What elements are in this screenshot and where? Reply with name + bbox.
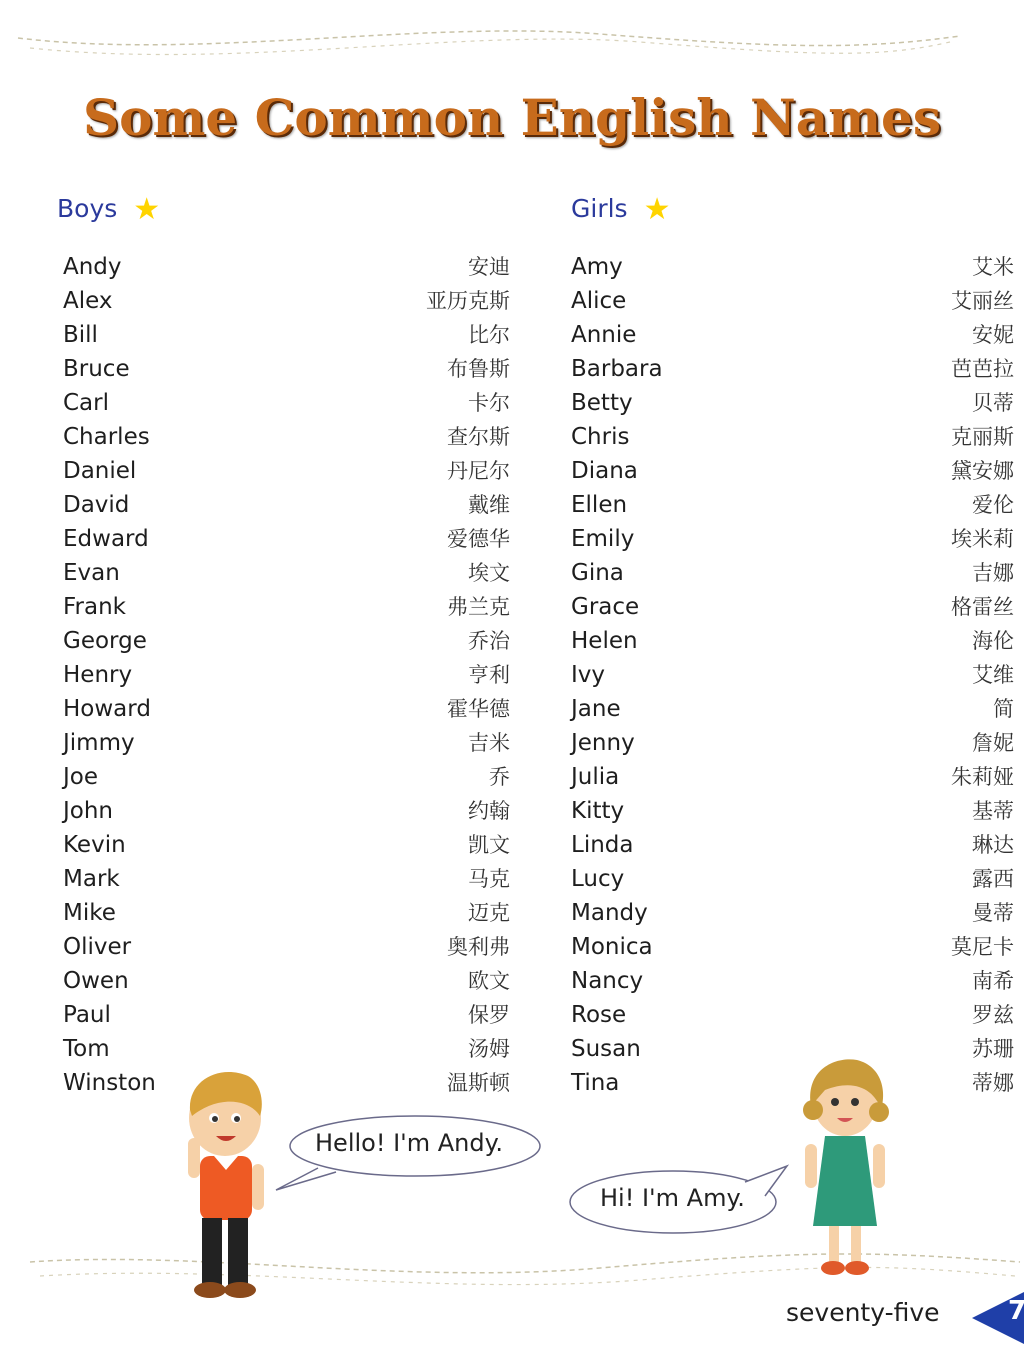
boy-chinese-name: 查尔斯	[447, 425, 510, 449]
girl-name-row	[571, 998, 1014, 1032]
boy-name-row	[63, 488, 510, 522]
boy-name-row	[63, 794, 510, 828]
girl-name-row	[571, 964, 1014, 998]
boys-heading	[57, 192, 160, 227]
girl-chinese-name: 贝蒂	[972, 391, 1014, 415]
girl-bubble-text: Hi! I'm Amy.	[600, 1184, 745, 1212]
boy-chinese-name: 亚历克斯	[426, 289, 510, 313]
boy-chinese-name: 亨利	[468, 663, 510, 687]
boy-chinese-name: 霍华德	[447, 697, 510, 721]
girl-chinese-name: 罗兹	[972, 1003, 1014, 1027]
boy-english-name: Evan	[63, 560, 120, 586]
boy-english-name: Jimmy	[63, 730, 135, 756]
boy-name-row	[63, 1032, 510, 1066]
girl-name-row	[571, 726, 1014, 760]
girl-name-row	[571, 658, 1014, 692]
girl-chinese-name: 琳达	[972, 833, 1014, 857]
boy-english-name: Howard	[63, 696, 151, 722]
girl-english-name: Susan	[571, 1036, 641, 1062]
girl-chinese-name: 安妮	[972, 323, 1014, 347]
boy-name-row	[63, 590, 510, 624]
girl-name-row	[571, 624, 1014, 658]
girl-chinese-name: 格雷丝	[951, 595, 1014, 619]
boy-chinese-name: 吉米	[468, 731, 510, 755]
girl-english-name: Jenny	[571, 730, 635, 756]
girl-chinese-name: 露西	[972, 867, 1014, 891]
girl-name-row	[571, 284, 1014, 318]
girl-chinese-name: 基蒂	[972, 799, 1014, 823]
boy-english-name: Oliver	[63, 934, 132, 960]
boy-name-row	[63, 828, 510, 862]
girl-chinese-name: 艾丽丝	[951, 289, 1014, 313]
boy-name-row	[63, 726, 510, 760]
boy-chinese-name: 戴维	[468, 493, 510, 517]
girl-name-row	[571, 760, 1014, 794]
boy-name-row	[63, 862, 510, 896]
girl-english-name: Betty	[571, 390, 633, 416]
star-icon: ★	[643, 192, 671, 227]
boy-english-name: George	[63, 628, 147, 654]
girl-illustration	[795, 1050, 905, 1290]
girl-chinese-name: 南希	[972, 969, 1014, 993]
girl-english-name: Annie	[571, 322, 637, 348]
boy-name-row	[63, 352, 510, 386]
boy-chinese-name: 马克	[468, 867, 510, 891]
girl-name-row	[571, 794, 1014, 828]
girl-chinese-name: 简	[993, 697, 1014, 721]
girl-english-name: Lucy	[571, 866, 625, 892]
boy-chinese-name: 爱德华	[447, 527, 510, 551]
girl-chinese-name: 黛安娜	[951, 459, 1014, 483]
girl-english-name: Kitty	[571, 798, 625, 824]
girl-chinese-name: 曼蒂	[972, 901, 1014, 925]
boy-name-row	[63, 658, 510, 692]
boy-name-row	[63, 760, 510, 794]
boy-bubble-text: Hello! I'm Andy.	[315, 1129, 504, 1157]
girl-name-row	[571, 590, 1014, 624]
girl-chinese-name: 朱莉娅	[951, 765, 1014, 789]
girl-name-row	[571, 1032, 1014, 1066]
girl-name-row	[571, 352, 1014, 386]
boy-chinese-name: 布鲁斯	[447, 357, 510, 381]
boy-english-name: Edward	[63, 526, 149, 552]
boy-name-row	[63, 386, 510, 420]
girl-english-name: Ivy	[571, 662, 606, 688]
girl-name-row	[571, 896, 1014, 930]
boy-english-name: Bruce	[63, 356, 130, 382]
girls-name-list	[571, 250, 1014, 1100]
boy-chinese-name: 卡尔	[468, 391, 510, 415]
girl-english-name: Jane	[571, 696, 621, 722]
boy-english-name: Joe	[63, 764, 99, 790]
boy-chinese-name: 弗兰克	[447, 595, 510, 619]
girl-chinese-name: 芭芭拉	[951, 357, 1014, 381]
girl-english-name: Alice	[571, 288, 627, 314]
girl-chinese-name: 埃米莉	[951, 527, 1014, 551]
boy-english-name: Carl	[63, 390, 109, 416]
boy-english-name: Tom	[63, 1036, 110, 1062]
boy-name-row	[63, 284, 510, 318]
girl-english-name: Rose	[571, 1002, 627, 1028]
girl-english-name: Emily	[571, 526, 635, 552]
boy-name-row	[63, 250, 510, 284]
girl-name-row	[571, 454, 1014, 488]
boy-name-row	[63, 556, 510, 590]
boy-chinese-name: 埃文	[468, 561, 510, 585]
boy-chinese-name: 温斯顿	[447, 1071, 510, 1095]
boy-name-row	[63, 964, 510, 998]
girl-name-row	[571, 318, 1014, 352]
girl-english-name: Nancy	[571, 968, 644, 994]
boy-english-name: Paul	[63, 1002, 111, 1028]
girl-english-name: Amy	[571, 254, 623, 280]
boy-english-name: Kevin	[63, 832, 126, 858]
girl-chinese-name: 爱伦	[972, 493, 1014, 517]
boy-chinese-name: 丹尼尔	[447, 459, 510, 483]
girl-chinese-name: 海伦	[972, 629, 1014, 653]
girl-english-name: Diana	[571, 458, 638, 484]
boy-illustration	[170, 1060, 280, 1300]
girl-name-row	[571, 522, 1014, 556]
boy-chinese-name: 安迪	[468, 255, 510, 279]
girl-chinese-name: 吉娜	[972, 561, 1014, 585]
girl-chinese-name: 艾维	[972, 663, 1014, 687]
boy-chinese-name: 迈克	[468, 901, 510, 925]
boy-chinese-name: 凯文	[468, 833, 510, 857]
girl-name-row	[571, 420, 1014, 454]
page-title: Some Common English Names	[83, 88, 941, 147]
boy-english-name: Winston	[63, 1070, 156, 1096]
boy-chinese-name: 乔治	[468, 629, 510, 653]
girl-english-name: Helen	[571, 628, 638, 654]
boy-english-name: Daniel	[63, 458, 137, 484]
boy-english-name: Henry	[63, 662, 133, 688]
boy-english-name: Andy	[63, 254, 122, 280]
girl-name-row	[571, 386, 1014, 420]
girl-english-name: Tina	[571, 1070, 620, 1096]
girl-english-name: Mandy	[571, 900, 648, 926]
girl-english-name: Linda	[571, 832, 634, 858]
boy-chinese-name: 奥利弗	[447, 935, 510, 959]
girl-chinese-name: 詹妮	[972, 731, 1014, 755]
girl-english-name: Barbara	[571, 356, 663, 382]
boy-chinese-name: 比尔	[468, 323, 510, 347]
boy-chinese-name: 乔	[489, 765, 510, 789]
girls-heading-label: Girls	[571, 194, 628, 223]
girl-chinese-name: 苏珊	[972, 1037, 1014, 1061]
boy-name-row	[63, 896, 510, 930]
girl-english-name: Gina	[571, 560, 624, 586]
girl-english-name: Grace	[571, 594, 640, 620]
girl-name-row	[571, 862, 1014, 896]
page-footer-text: seventy-five	[786, 1298, 940, 1327]
girl-name-row	[571, 930, 1014, 964]
boy-english-name: Bill	[63, 322, 98, 348]
boy-english-name: Charles	[63, 424, 150, 450]
girl-name-row	[571, 488, 1014, 522]
boy-name-row	[63, 998, 510, 1032]
boy-english-name: John	[63, 798, 114, 824]
boy-english-name: Mike	[63, 900, 116, 926]
boy-chinese-name: 保罗	[468, 1003, 510, 1027]
girl-name-row	[571, 556, 1014, 590]
girl-chinese-name: 艾米	[972, 255, 1014, 279]
girl-english-name: Julia	[571, 764, 620, 790]
boy-english-name: Owen	[63, 968, 129, 994]
girl-name-row	[571, 1066, 1014, 1100]
boys-heading-label: Boys	[57, 194, 118, 223]
girl-chinese-name: 蒂娜	[972, 1071, 1014, 1095]
girl-english-name: Ellen	[571, 492, 628, 518]
boy-name-row	[63, 1066, 510, 1100]
star-icon: ★	[133, 192, 161, 227]
boy-english-name: Mark	[63, 866, 120, 892]
page-number: 7	[1008, 1296, 1026, 1326]
boy-english-name: David	[63, 492, 130, 518]
boy-english-name: Frank	[63, 594, 127, 620]
boy-name-row	[63, 692, 510, 726]
boy-chinese-name: 汤姆	[468, 1037, 510, 1061]
girls-heading	[571, 192, 670, 227]
girl-english-name: Monica	[571, 934, 653, 960]
boy-name-row	[63, 420, 510, 454]
girl-name-row	[571, 828, 1014, 862]
girl-name-row	[571, 250, 1014, 284]
girl-chinese-name: 克丽斯	[951, 425, 1014, 449]
boy-chinese-name: 欧文	[468, 969, 510, 993]
boy-english-name: Alex	[63, 288, 113, 314]
boy-name-row	[63, 930, 510, 964]
boy-name-row	[63, 454, 510, 488]
boys-name-list	[63, 250, 510, 1100]
boy-chinese-name: 约翰	[468, 799, 510, 823]
boy-name-row	[63, 624, 510, 658]
boy-name-row	[63, 318, 510, 352]
boy-name-row	[63, 522, 510, 556]
girl-chinese-name: 莫尼卡	[951, 935, 1014, 959]
girl-english-name: Chris	[571, 424, 630, 450]
girl-name-row	[571, 692, 1014, 726]
